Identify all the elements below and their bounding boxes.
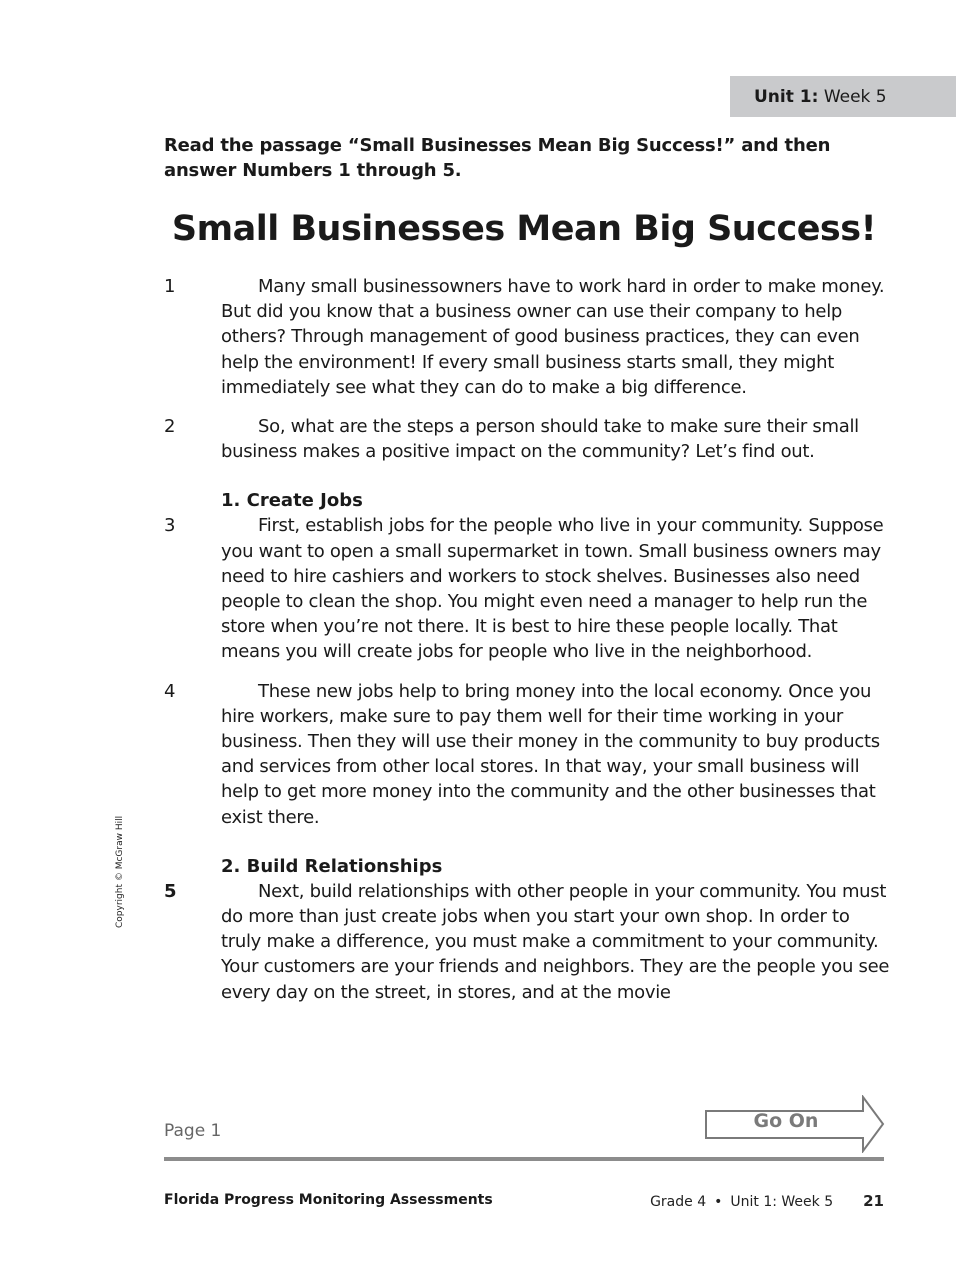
paragraph-text: So, what are the steps a person should take to make sure their small business makes a positive impact on the community? Let’s find out. (221, 416, 859, 463)
subheading-create-jobs: 1. Create Jobs (221, 490, 363, 512)
unit-label: Unit 1: (754, 87, 819, 107)
paragraph-number: 3 (164, 515, 176, 537)
passage-body (164, 274, 894, 1019)
paragraph-number: 4 (164, 680, 176, 702)
go-on-label: Go On (753, 1110, 819, 1132)
footer-divider (164, 1157, 884, 1161)
footer-unit-week: Unit 1: Week 5 (730, 1194, 834, 1210)
copyright-notice: Copyright © McGraw Hill (115, 815, 125, 928)
passage-title: Small Businesses Mean Big Success! (171, 209, 877, 249)
unit-week-tab (730, 76, 956, 117)
footer-grade: Grade 4 (650, 1194, 707, 1210)
footer-publication: Florida Progress Monitoring Assessments (164, 1192, 493, 1208)
paragraph-text: First, establish jobs for the people who live in your community. Suppose you want to open a small supermarket in town. Small business owners may need to hire cashiers and workers to stock shelves. Businesses also need people to clean the shop. You might even need a manager to help run the store when you’re not there. It is best to hire these people locally. That means you will create jobs for people who live in the neighborhood. (221, 515, 884, 663)
page-label: Page 1 (164, 1121, 222, 1141)
paragraph-5 (164, 879, 894, 1005)
paragraph-number: 2 (164, 416, 176, 438)
paragraph-2 (164, 414, 894, 464)
paragraph-text: These new jobs help to bring money into the local economy. Once you hire workers, make sure to pay them well for their time working in your business. Then they will use their money in the community to buy products and services from other local stores. In that way, your small business will help to get more money into the community and the other businesses that exist there. (221, 680, 880, 828)
paragraph-number: 5 (164, 880, 177, 902)
paragraph-number: 1 (164, 276, 176, 297)
go-on-arrow (705, 1095, 887, 1153)
subheading-build-relationships: 2. Build Relationships (221, 855, 443, 877)
instructions: Read the passage “Small Businesses Mean Big Success!” and then answer Numbers 1 through 5. (164, 135, 831, 181)
week-label: Week 5 (823, 87, 887, 107)
paragraph-1 (164, 274, 894, 400)
footer-page-number: 21 (863, 1192, 884, 1210)
footer-info (650, 1192, 884, 1210)
paragraph-4 (164, 679, 894, 830)
footer-bullet: • (714, 1194, 723, 1210)
paragraph-text: Many small businessowners have to work hard in order to make money. But did you know that a business owner can use their company to help others? Through management of good business practices, they can even help the environment! If every small business starts small, they might immediately see what they can do to make a big difference. (221, 276, 885, 398)
paragraph-text: Next, build relationships with other people in your community. You must do more than just create jobs when you start your own shop. In order to truly make a difference, you must make a commitment to your community. Your customers are your friends and neighbors. They are the people you see every day on the street, in stores, and at the movie (221, 880, 890, 1003)
paragraph-3 (164, 513, 894, 664)
